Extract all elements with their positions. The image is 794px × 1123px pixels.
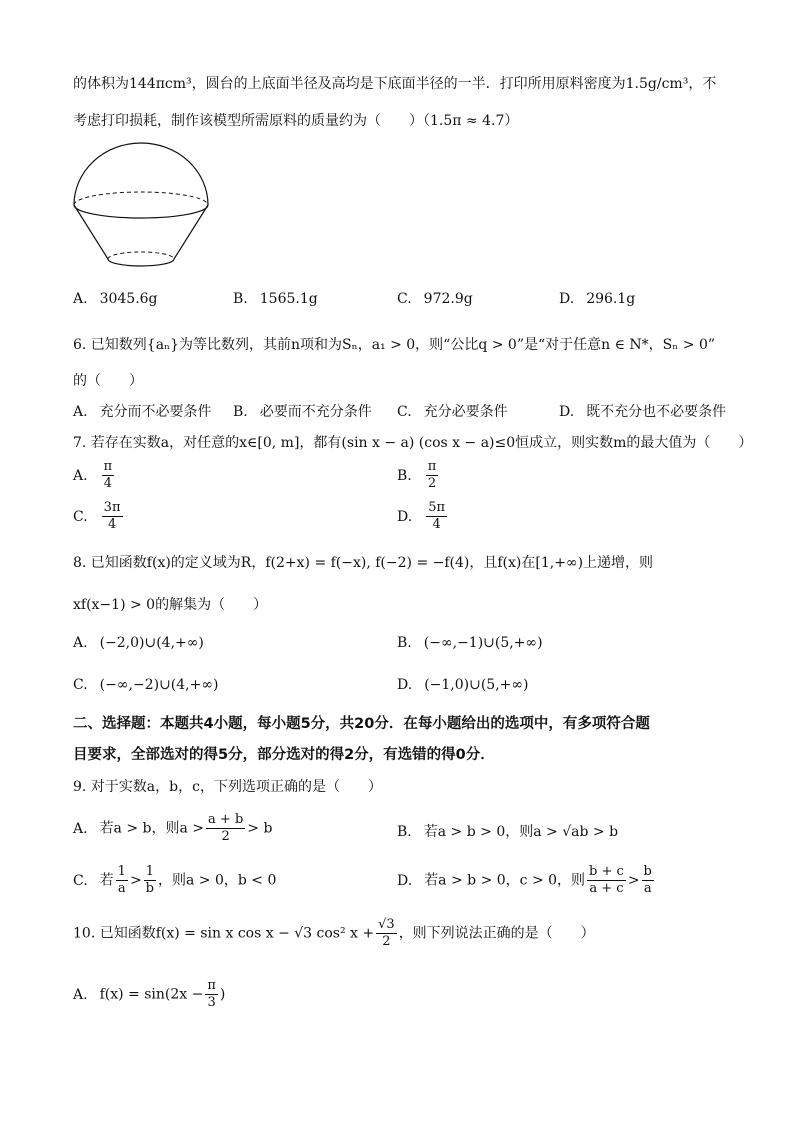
q5-option-a[interactable]: A. 3045.6g (73, 291, 158, 307)
q7-option-a[interactable]: A. $\frac{\pi}{4}$ (73, 459, 113, 491)
fraction: $\frac{b}{a}$ (643, 864, 652, 896)
q5-stem-line2: 考虑打印损耗，制作该模型所需原料的质量约为（ ）（1.5π ≈ 4.7） (73, 113, 519, 129)
section-2-heading-line2: 目要求，全部选对的得5分，部分选对的得2分，有选错的得0分． (73, 747, 495, 763)
fraction: $\frac{3\pi}{4}$ (103, 500, 121, 532)
q9-stem: 9. 对于实数a，b，c，下列选项正确的是（ ） (73, 779, 382, 795)
fraction: $\frac{\pi}{2}$ (427, 459, 437, 491)
fraction: $\frac{1}{b}$ (145, 864, 154, 896)
fraction: $\frac{b + c}{a + c}$ (589, 864, 624, 896)
q5-option-c[interactable]: C. 972.9g (397, 291, 473, 307)
q10-option-a[interactable]: A. f(x) = sin(2x − $\frac{\pi}{3}$ ) (73, 978, 226, 1010)
q6-option-b[interactable]: B. 必要而不充分条件 (233, 404, 372, 420)
q7-option-b[interactable]: B. $\frac{\pi}{2}$ (397, 459, 437, 491)
q8-stem-line1: 8. 已知函数f(x)的定义域为R，f(2+x) = f(−x), f(−2) = −f(4)，且f(x)在[1,+∞)上递增，则 (73, 555, 654, 571)
q10-stem: 10. 已知函数f(x) = sin x cos x − √3 cos² x + $\frac{√3}{2}$ ，则下列说法正确的是（ ） (73, 917, 595, 949)
q6-option-d[interactable]: D. 既不充分也不必要条件 (559, 404, 727, 420)
q8-option-c[interactable]: C. (−∞,−2)∪(4,+∞) (73, 677, 219, 693)
q8-option-d[interactable]: D. (−1,0)∪(5,+∞) (397, 677, 529, 693)
q7-option-d[interactable]: D. $\frac{5\pi}{4}$ (397, 500, 446, 532)
q5-option-b[interactable]: B. 1565.1g (233, 291, 318, 307)
q8-option-a[interactable]: A. (−2,0)∪(4,+∞) (73, 635, 204, 651)
q7-stem: 7. 若存在实数a，对任意的x∈[0, m]，都有(sin x − a) (cos x − a)≤0恒成立，则实数m的最大值为（ ） (73, 435, 753, 451)
q6-stem-line2: 的（ ） (73, 373, 143, 389)
q5-option-d[interactable]: D. 296.1g (559, 291, 636, 307)
q5-stem-line1: 的体积为144πcm³，圆台的上底面半径及高均是下底面半径的一半．打印所用原料密度为1.5g/cm³，不 (73, 76, 717, 92)
fraction: $\frac{\pi}{3}$ (207, 978, 216, 1010)
q9-option-d[interactable]: D. 若a > b > 0，c > 0，则 $\frac{b + c}{a + c}$ > $\frac{b}{a}$ (397, 864, 652, 896)
q9-option-b[interactable]: B. 若a > b > 0，则a > √ab > b (397, 824, 619, 840)
hemisphere-frustum-figure (66, 138, 216, 272)
q9-option-a[interactable]: A. 若a > b，则a > $\frac{a + b}{2}$ > b (73, 812, 273, 844)
section-2-heading-line1: 二、选择题：本题共4小题，每小题5分，共20分．在每小题给出的选项中，有多项符合题 (73, 716, 650, 732)
fraction: $\frac{\pi}{4}$ (103, 459, 113, 491)
q6-option-a[interactable]: A. 充分而不必要条件 (73, 404, 212, 420)
q7-option-c[interactable]: C. $\frac{3\pi}{4}$ (73, 500, 121, 532)
q9-option-c[interactable]: C. 若 $\frac{1}{a}$ > $\frac{1}{b}$ ，则a > 0，b < 0 (73, 864, 277, 896)
q8-stem-line2: xf(x−1) > 0的解集为（ ） (73, 597, 268, 613)
fraction: $\frac{1}{a}$ (117, 864, 126, 896)
fraction: $\frac{5\pi}{4}$ (428, 500, 446, 532)
q6-stem-line1: 6. 已知数列{aₙ}为等比数列，其前n项和为Sₙ，a₁ > 0，则“公比q > 0”是“对于任意n ∈ N*，Sₙ > 0” (73, 337, 716, 353)
q8-option-b[interactable]: B. (−∞,−1)∪(5,+∞) (397, 635, 543, 651)
fraction: $\frac{a + b}{2}$ (208, 812, 244, 844)
q6-option-c[interactable]: C. 充分必要条件 (397, 404, 508, 420)
fraction: $\frac{√3}{2}$ (378, 917, 395, 949)
